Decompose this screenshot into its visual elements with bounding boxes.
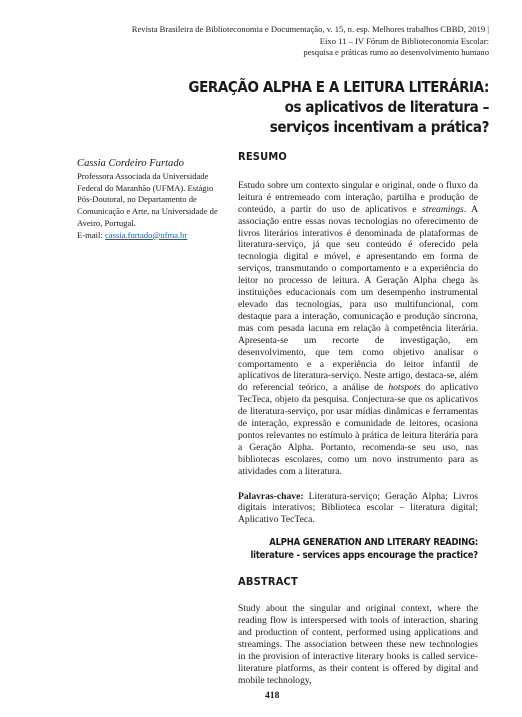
main-column	[238, 151, 478, 687]
article-title	[49, 77, 489, 137]
resumo-italic-hotspots: hotspots	[388, 382, 421, 394]
header-line-2: Eixo 11 – IV Fórum de Biblioteconomia Escolar:	[319, 35, 489, 46]
email-label: E-mail:	[77, 229, 103, 240]
keywords	[238, 491, 478, 527]
resumo-text-part-2: . A associação entre essas novas tecnologias no oferecimento de livros literários interativos é denominada de plataformas de literatura-serviço, já que seu conteúdo é oferecido pela tecnologia digital e móvel, e apresentando em forma de serviços, transmutando o comportamento e a experiência do leitor no processo de leitura. A Geração Alpha chega às instituições educacionais com um desempenho instrumental elevado das tecnologias, para uso multifuncional, com destaque para a interação, comunicação e produção síncrona, mas com pesada lacuna em relação à competência literária. Apresenta-se um recorte de investigação, em desenvolvimento, que tem como objetivo analisar o comportamento e a experiência do leitor infantil de aplicativos de literatura-serviço. Neste artigo, destaca-se, além do referencial teórico, a análise de	[238, 203, 479, 394]
resumo-heading: RESUMO	[238, 150, 288, 163]
abstract-heading: ABSTRACT	[238, 575, 298, 589]
english-title-line-1: ALPHA GENERATION AND LITERARY READING:	[269, 537, 478, 549]
header-line-3: pesquisa e práticas rumo ao desenvolvimento humano	[303, 47, 489, 58]
author-name: Cassia Cordeiro Furtado	[77, 158, 184, 169]
title-main: GERAÇÃO ALPHA E A LEITURA LITERÁRIA:	[188, 78, 489, 96]
author-email-row	[77, 230, 230, 242]
running-header	[49, 24, 489, 59]
resumo-italic-streamings: streamings	[421, 203, 464, 215]
page-number: 418	[265, 690, 280, 701]
keywords-label: Palavras-chave:	[238, 490, 304, 502]
resumo-text	[238, 180, 478, 478]
author-affiliation-2: Estágio Pós-Doutoral, no Departamento de Comunicação e Arte, na Universidade de Aveiro, Portugal.	[77, 182, 218, 228]
author-affiliation-1: Professora Associada da Universidade Federal do Maranhão (UFMA).	[77, 171, 209, 193]
author-info	[77, 157, 230, 241]
english-title-line-2: literature - services apps encourage the practice?	[250, 549, 478, 561]
header-line-1: Revista Brasileira de Biblioteconomia e Documentação, v. 15, n. esp. Melhores trabalhos CBBD, 2019 |	[131, 24, 489, 34]
english-title	[238, 537, 478, 562]
resumo-text-part-3: do aplicativo TecTeca, objeto da pesquisa. Conjectura-se que os aplicativos de literatura-serviço, por usar mídias dinâmicas e ferramentas de interação, expressão e comunidade de leitores, ocasiona pontos relevantes no estímulo à prática de leitura literária para a Geração Alpha. Portanto, recomenda-se seu uso, nas bibliotecas escolares, como um novo instrumento para as atividades com a literatura.	[238, 382, 478, 477]
author-affiliation	[77, 171, 230, 230]
abstract-text: Study about the singular and original context, where the reading flow is interspersed with tools of interaction, sharing and production of content, performed using applications and streamings. The association between these new technologies in the provision of interactive literary books is called service-literature platforms, as their content is offered by digital and mobile technology,	[238, 603, 478, 686]
resumo-text-part-1: Estudo sobre um contexto singular e original, onde o fluxo da leitura é entremeado com interação, partilha e produção de conteúdo, a partir do uso de aplicativos e	[238, 179, 478, 215]
keywords-text: Literatura-serviço; Geração Alpha; Livros digitais interativos; Biblioteca escolar – literatura digital; Aplicativo TecTeca.	[238, 490, 478, 526]
email-link[interactable]: cassia.furtado@ufma.br	[104, 229, 188, 240]
title-sub-line-1: os aplicativos de literatura –	[284, 98, 489, 116]
title-sub-line-2: serviços incentivam a prática?	[269, 118, 489, 136]
